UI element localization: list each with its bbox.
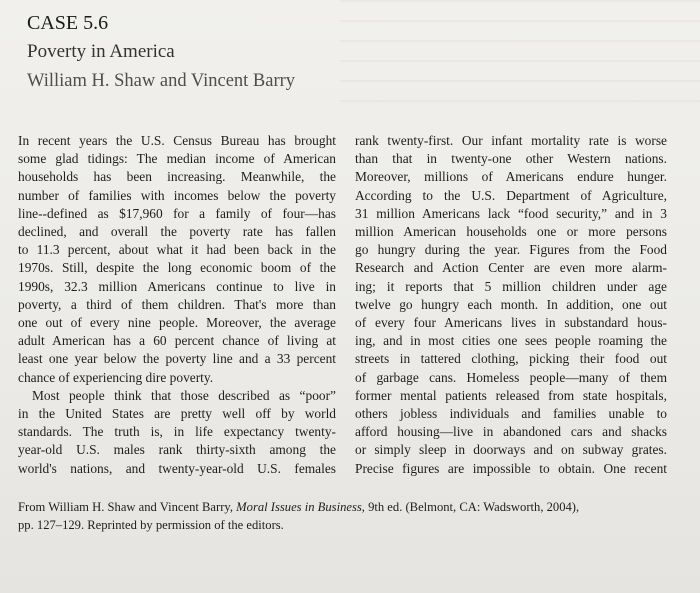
- text-line: chance of experiencing dire poverty.: [18, 369, 214, 385]
- text-line: rank twenty-first. Our infant mortality rate is worse: [355, 133, 667, 148]
- text-line: than that in twenty-one other Western nations.: [355, 151, 667, 167]
- text-line: Most people think that those described as “poor”: [32, 387, 336, 403]
- text-line: million American households one or more persons: [355, 224, 667, 240]
- credit-suffix: , 9th ed. (Belmont, CA: Wadsworth, 2004),: [361, 500, 580, 514]
- text-line: Moreover, millions of Americans endure hunger.: [355, 169, 667, 185]
- text-line: world's nations, and twenty-year-old U.S. females: [18, 460, 336, 476]
- text-line: afford housing—live in abandoned cars and shacks: [355, 424, 667, 440]
- text-line: in the United States are pretty well off by world: [18, 406, 336, 422]
- credit-prefix: From William H. Shaw and Vincent Barry,: [18, 500, 237, 514]
- bleed-through-text: [340, 0, 700, 118]
- text-line: or simply sleep in doorways and on subway grates.: [355, 442, 667, 458]
- text-line: one out of every nine people. Moreover, the average: [18, 315, 336, 331]
- text-line: Research and Action Center are even more alarm-: [355, 260, 667, 276]
- text-line: standards. The truth is, in life expectancy twenty-: [18, 424, 336, 440]
- text-line: poverty, a third of them children. That's more than: [18, 296, 336, 312]
- credit-line-2: pp. 127–129. Reprinted by permission of the editors.: [18, 518, 284, 532]
- text-line: some glad tidings: The median income of American: [18, 151, 336, 167]
- text-line: of every four Americans lives in substandard hous-: [355, 315, 667, 331]
- case-number: CASE 5.6: [27, 12, 109, 34]
- text-line: least one year below the poverty line and a 33 percent: [18, 351, 336, 367]
- case-title: Poverty in America: [27, 41, 175, 62]
- left-column: [18, 132, 336, 478]
- source-credit: [18, 498, 668, 534]
- case-authors: William H. Shaw and Vincent Barry: [27, 71, 296, 91]
- text-line: 1990s, 32.3 million Americans continue to live in: [18, 278, 336, 294]
- text-line: According to the U.S. Department of Agriculture,: [355, 187, 667, 203]
- text-line: of garbage cans. Homeless people—many of them: [355, 369, 667, 385]
- text-line: former mental patients released from state hospitals,: [355, 387, 667, 403]
- text-line: In recent years the U.S. Census Bureau has brought: [18, 133, 336, 148]
- book-title: Moral Issues in Business: [236, 500, 362, 514]
- text-line: ing; it reports that 5 million children under age: [355, 278, 667, 294]
- case-header: [27, 12, 347, 92]
- text-line: streets in tattered clothing, picking their food out: [355, 351, 667, 367]
- text-line: others jobless individuals and families unable to: [355, 406, 667, 422]
- text-line: year-old U.S. males rank thirty-sixth among the: [18, 442, 336, 458]
- text-line: to 11.3 percent, about what it had been back in the: [18, 242, 336, 258]
- text-line: 31 million Americans lack “food security,” and in 3: [355, 205, 667, 221]
- text-line: declined, and overall the poverty rate has fallen: [18, 224, 336, 240]
- right-column: [355, 132, 667, 478]
- text-line: number of families with incomes below the poverty: [18, 187, 336, 203]
- text-line: 1970s. Still, despite the long economic boom of the: [18, 260, 336, 276]
- text-line: adult American has a 60 percent chance of living at: [18, 333, 336, 349]
- text-line: go hungry during the year. Figures from the Food: [355, 242, 667, 258]
- text-line: line--defined as $17,960 for a family of four—has: [18, 205, 336, 221]
- credit-line-1: [18, 498, 668, 516]
- text-line: twelve go hungry each month. In addition, one out: [355, 296, 667, 312]
- text-line: ing, and in most cities one sees people roaming the: [355, 333, 667, 349]
- text-line: Precise figures are impossible to obtain. One recent: [355, 460, 667, 476]
- text-line: households has been increasing. Meanwhile, the: [18, 169, 336, 185]
